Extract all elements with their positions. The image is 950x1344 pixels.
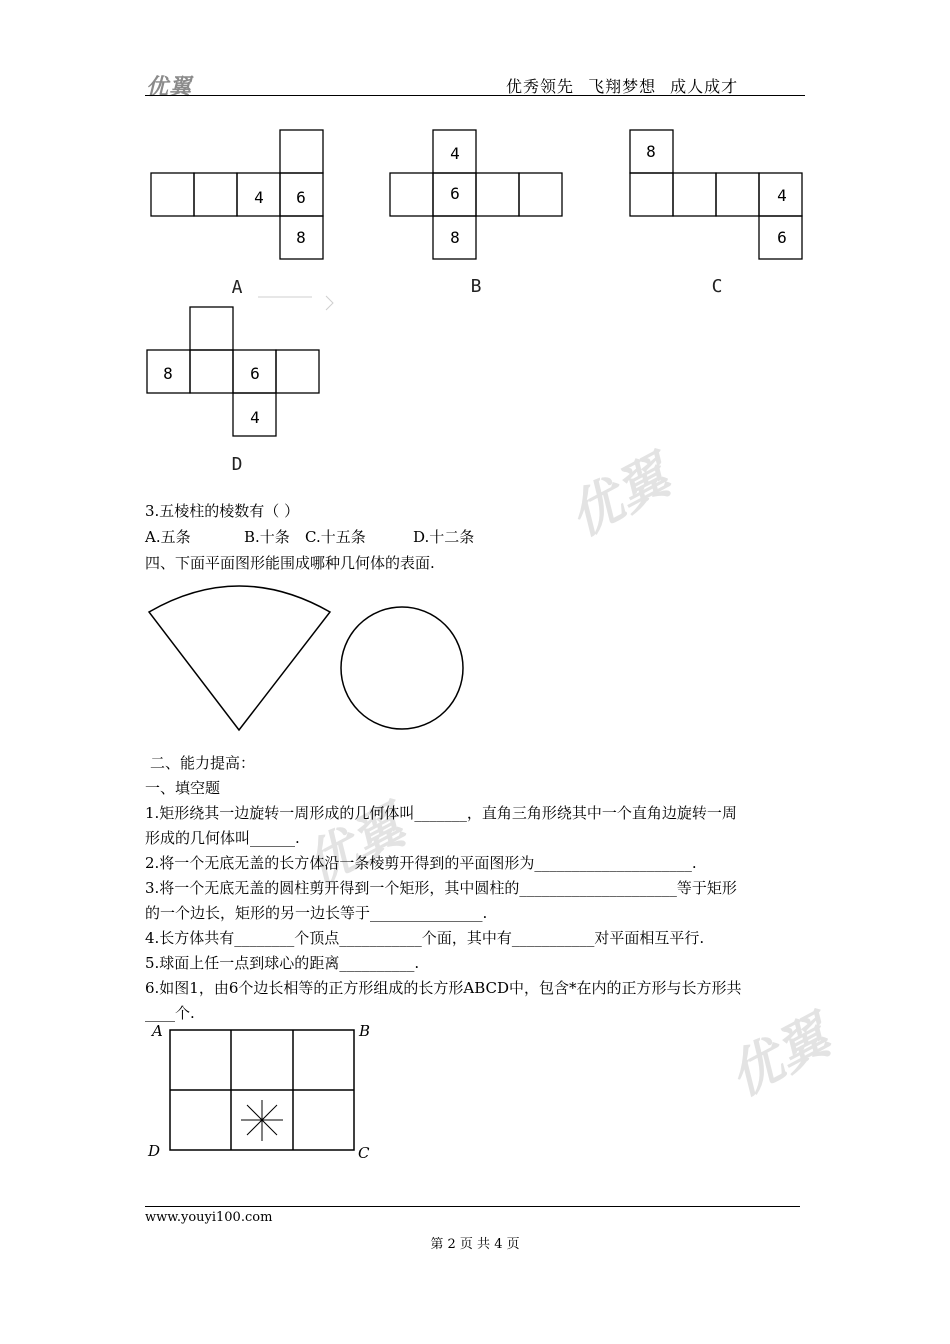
net-a-number: 8: [296, 228, 306, 247]
net-a-number: 4: [254, 188, 264, 207]
net-a-number: 6: [296, 188, 306, 207]
q3-option-a: A.五条: [145, 528, 191, 546]
q3-option-d: D.十二条: [413, 528, 475, 546]
cube-nets-figure: [0, 0, 950, 480]
q3-option-b: B.十条: [244, 528, 290, 546]
header-logo: 优翼: [146, 75, 193, 100]
net-c-label: C: [711, 276, 723, 297]
net-a-label: A: [231, 277, 243, 298]
fill-question-3: 3.将一个无底无盖的圆柱剪开得到一个矩形，其中圆柱的_____________________等于矩形: [145, 879, 737, 897]
footer-divider: [145, 1206, 800, 1207]
vertex-b-label: B: [359, 1022, 371, 1040]
header-slogan: 优秀领先 飞翔梦想 成人成才: [506, 77, 739, 96]
fill-question-1-cont: 形成的几何体叫______.: [145, 829, 300, 847]
net-d-label: D: [231, 454, 243, 475]
fill-question-1: 1.矩形绕其一边旋转一周形成的几何体叫_______，直角三角形绕其中一个直角边旋转一周: [145, 804, 737, 822]
fill-question-6-cont: ____个.: [145, 1004, 195, 1022]
net-d-number: 6: [250, 364, 260, 383]
rectangle-abcd-figure: [140, 1015, 380, 1175]
section-2-title: 二、能力提高：: [150, 754, 256, 772]
page-number: 第 2 页 共 4 页: [430, 1237, 520, 1252]
fill-question-5: 5.球面上任一点到球心的距离__________.: [145, 954, 420, 972]
part-1-title: 一、填空题: [145, 779, 221, 797]
net-b-number: 8: [450, 228, 460, 247]
net-d-number: 4: [250, 408, 260, 427]
net-b: [390, 130, 562, 259]
net-c-number: 4: [777, 186, 787, 205]
q3-option-c: C.十五条: [305, 528, 366, 546]
net-b-number: 6: [450, 184, 460, 203]
fill-question-3-cont: 的一个边长，矩形的另一边长等于_______________.: [145, 904, 488, 922]
fill-question-4: 4.长方体共有________个顶点___________个面，其中有___________对平面相互平行.: [145, 929, 705, 947]
question-3: 3.五棱柱的棱数有（ ）: [145, 502, 300, 520]
net-b-label: B: [470, 276, 482, 297]
watermark-logo: 优翼: [719, 1006, 840, 1109]
fill-question-6: 6.如图1，由6个边长相等的正方形组成的长方形ABCD中，包含*在内的正方形与长方形共: [145, 979, 742, 997]
watermark-logo: 优翼: [294, 796, 415, 899]
star-mark: [241, 1100, 283, 1141]
footer-url: www.youyi100.com: [145, 1210, 273, 1225]
net-c-number: 8: [646, 142, 656, 161]
vertex-c-label: C: [358, 1144, 370, 1162]
net-d-number: 8: [163, 364, 173, 383]
vertex-d-label: D: [148, 1142, 161, 1160]
fill-question-2: 2.将一个无底无盖的长方体沿一条棱剪开得到的平面图形为_____________________.: [145, 854, 697, 872]
sector-circle-figure: [140, 580, 480, 740]
net-c-number: 6: [777, 228, 787, 247]
section-4-title: 四、下面平面图形能围成哪种几何体的表面.: [145, 554, 435, 572]
net-b-number: 4: [450, 144, 460, 163]
vertex-a-label: A: [152, 1022, 163, 1040]
watermark-logo: 优翼: [559, 446, 680, 549]
